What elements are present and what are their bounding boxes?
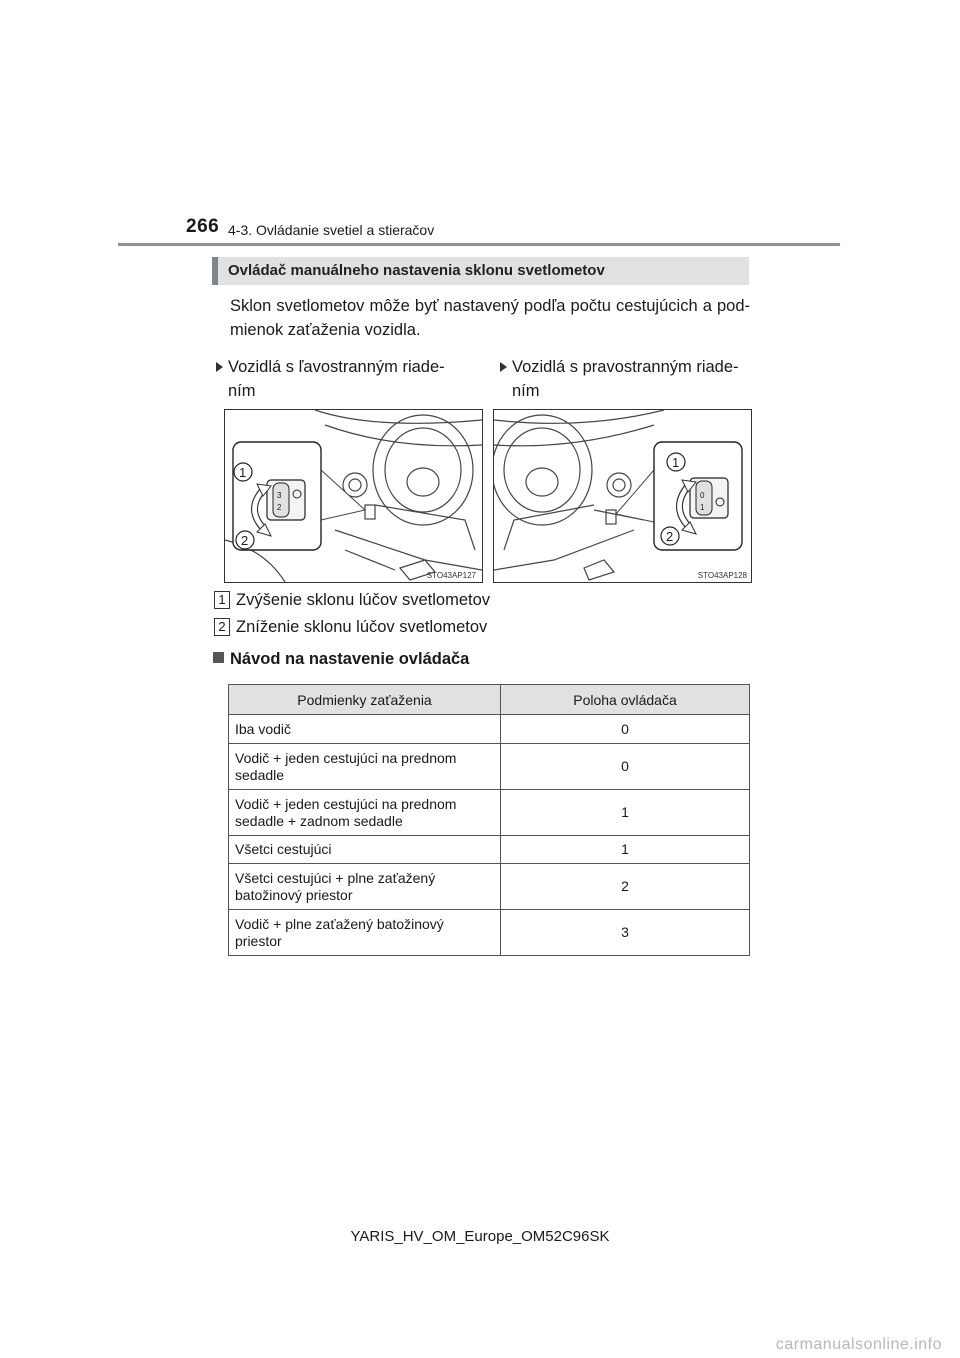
dial-mark: 3 [277, 491, 282, 500]
table-row [229, 715, 750, 744]
bullet-arrow-icon [500, 362, 507, 372]
dial-mark: 2 [277, 503, 282, 512]
legend-text-1: Zvýšenie sklonu lúčov svetlometov [236, 591, 491, 609]
figure-code: STO43AP128 [697, 571, 747, 580]
table-cell-condition: Vodič + jeden cestujúci na prednom sedadle + zadnom sedadle [229, 790, 501, 836]
figure-left-hand-drive [224, 409, 483, 583]
figure-code: STO43AP127 [426, 571, 476, 580]
table-cell-position: 3 [501, 910, 750, 956]
table-row [229, 864, 750, 910]
table-cell-position: 2 [501, 864, 750, 910]
legend-text-2: Zníženie sklonu lúčov svetlometov [236, 618, 488, 636]
dial-settings-table [228, 684, 750, 956]
dial-mark: 0 [700, 491, 705, 500]
dashboard-illustration-right [494, 410, 751, 582]
legend-item-1 [214, 591, 490, 610]
dial-mark: 1 [700, 503, 705, 512]
table-cell-position: 0 [501, 715, 750, 744]
header-divider [118, 243, 840, 246]
legend-number-2: 2 [214, 618, 230, 636]
variant-right-label: Vozidlá s pravostranným riade- ním [500, 355, 760, 403]
table-header-row [229, 685, 750, 715]
callout-2-text: 2 [666, 529, 674, 544]
subheading: Návod na nastavenie ovládača [213, 650, 469, 669]
document-footer: YARIS_HV_OM_Europe_OM52C96SK [350, 1228, 610, 1245]
legend-number-1: 1 [214, 591, 230, 609]
table-row [229, 744, 750, 790]
table-row [229, 910, 750, 956]
callout-1-text: 1 [672, 455, 680, 470]
section-heading-text: Ovládač manuálneho nastavenia sklonu svetlometov [228, 262, 605, 279]
table-cell-position: 1 [501, 836, 750, 864]
legend-item-2 [214, 618, 487, 637]
dashboard-illustration-left [225, 410, 482, 582]
intro-paragraph: Sklon svetlometov môže byť nastavený podľa počtu cestujúcich a pod-mienok zaťaženia vozidla. [230, 297, 750, 339]
table-row [229, 790, 750, 836]
table-cell-position: 1 [501, 790, 750, 836]
callout-2-text: 2 [241, 533, 249, 548]
table-header-position: Poloha ovládača [501, 685, 750, 715]
bullet-arrow-icon [216, 362, 223, 372]
table-cell-condition: Všetci cestujúci + plne zaťažený batožinový priestor [229, 864, 501, 910]
heading-stripe [212, 257, 218, 285]
variant-left-label: Vozidlá s ľavostranným riade- ním [216, 355, 476, 403]
table-row [229, 836, 750, 864]
section-heading [212, 257, 749, 285]
table-cell-condition: Iba vodič [229, 715, 501, 744]
callout-1-text: 1 [239, 465, 247, 480]
table-cell-condition: Vodič + jeden cestujúci na prednom sedadle [229, 744, 501, 790]
table-cell-condition: Všetci cestujúci [229, 836, 501, 864]
table-cell-position: 0 [501, 744, 750, 790]
square-bullet-icon [213, 652, 224, 663]
watermark: carmanualsonline.info [775, 1336, 942, 1353]
table-header-conditions: Podmienky zaťaženia [229, 685, 501, 715]
page-number: 266 [186, 216, 220, 237]
section-title: 4-3. Ovládanie svetiel a stieračov [228, 222, 435, 238]
figure-right-hand-drive [493, 409, 752, 583]
table-cell-condition: Vodič + plne zaťažený batožinový priestor [229, 910, 501, 956]
